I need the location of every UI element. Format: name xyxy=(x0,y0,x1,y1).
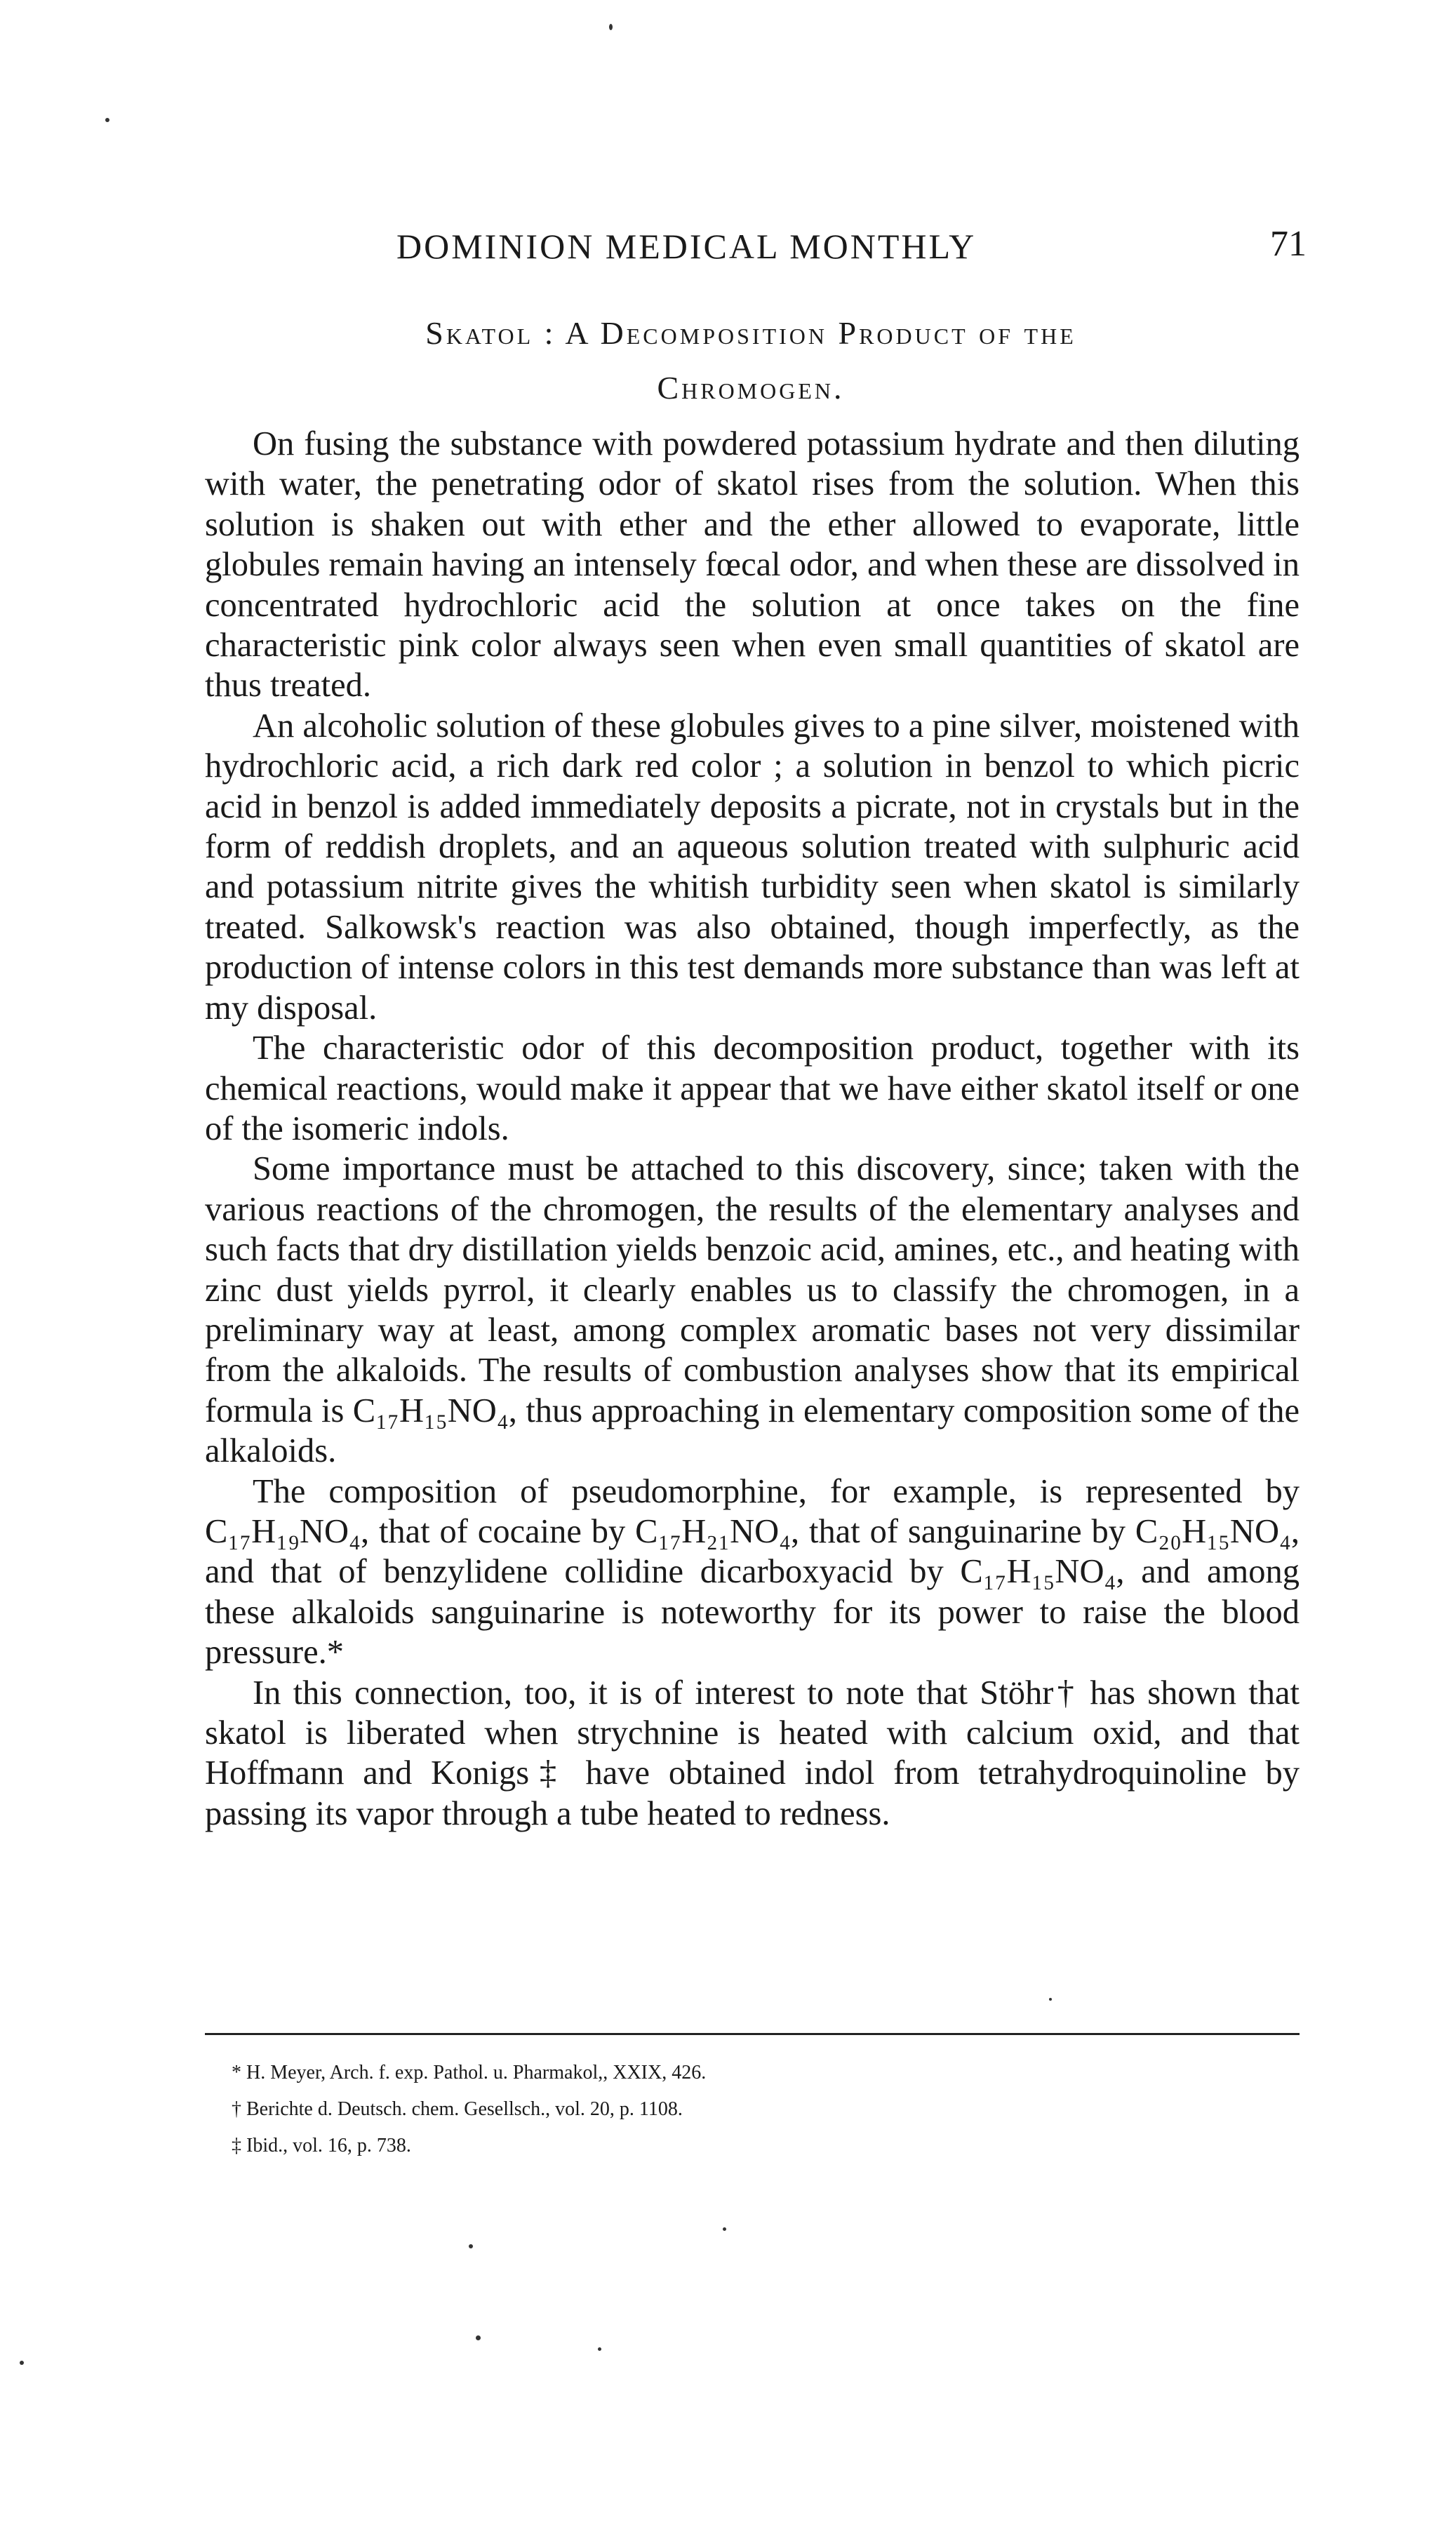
paragraph-4: Some importance must be attached to this discovery, since; taken with the various reactions of the chromogen, the results of the elementary analyses and such facts that dry distillation yields benzoic acid, amines, etc., and heating with zinc dust yields pyrrol, it clearly enables us to classify the chromogen, in a preliminary way at least, among complex aromatic bases not very dissimilar from the alkaloids. The results of combustion analyses show that its empirical formula is C₁₇H₁₅NO₄, thus approaching in elementary composition some of the alkaloids. xyxy=(205,1150,1300,1470)
running-head: DOMINION MEDICAL MONTHLY xyxy=(396,227,977,266)
footnote-divider xyxy=(205,2033,1300,2035)
scan-speck xyxy=(105,118,109,122)
paragraph-1: On fusing the substance with powdered potassium hydrate and then diluting with water, the penetrating odor of skatol rises from the solution. When this solution is shaken out with ether and the ether allowed to evaporate, little globules remain having an intensely fœcal odor, and when these are dissolved in concentrated hydrochloric acid the solution at once takes on the fine characteristic pink color always seen when even small quantities of skatol are thus treated. xyxy=(205,425,1300,705)
article-title-line-2: Chromogen. xyxy=(657,370,845,406)
scan-speck xyxy=(609,24,613,30)
article-title-line-1: Skatol : A Decomposition Product of the xyxy=(425,315,1076,351)
footnote-1: * H. Meyer, Arch. f. exp. Pathol. u. Pharmakol,, XXIX, 426. xyxy=(232,2062,707,2083)
paragraph-2: An alcoholic solution of these globules gives to a pine silver, moistened with hydrochloric acid, a rich dark red color ; a solution in benzol to which picric acid in benzol is added immediately deposits a picrate, not in crystals but in the form of reddish droplets, and an aqueous solution treated with sulphuric acid and potassium nitrite gives the whitish turbidity seen when skatol is similarly treated. Salkowsk's reaction was also obtained, though imperfectly, as the production of intense colors in this test demands more substance than was left at my disposal. xyxy=(205,707,1300,1027)
paragraph-3: The characteristic odor of this decomposition product, together with its chemical reactions, would make it appear that we have either skatol itself or one of the isomeric indols. xyxy=(205,1029,1300,1147)
scan-speck xyxy=(598,2347,601,2351)
scan-speck xyxy=(476,2335,481,2340)
footnote-2: † Berichte d. Deutsch. chem. Gesellsch., vol. 20, p. 1108. xyxy=(232,2098,683,2120)
paragraph-5: The composition of pseudomorphine, for example, is represented by C₁₇H₁₉NO₄, that of cocaine by C₁₇H₂₁NO₄, that of sanguinarine by C₂₀H₁₅NO₄, and that of benzylidene collidine dicarboxyacid by C₁₇H₁₅NO₄, and among these alkaloids sanguinarine is noteworthy for its power to raise the blood pressure.* xyxy=(205,1472,1300,1672)
footnote-3: ‡ Ibid., vol. 16, p. 738. xyxy=(232,2135,411,2156)
scan-speck xyxy=(20,2361,24,2365)
paragraph-6: In this connection, too, it is of interest to note that Stöhr† has shown that skatol is liberated when strychnine is heated with calcium oxid, and that Hoffmann and Konigs‡ have obtained indol from tetrahydroquinoline by passing its vapor through a tube heated to redness. xyxy=(205,1674,1300,1832)
scan-speck xyxy=(723,2227,726,2231)
page-number: 71 xyxy=(1270,224,1307,264)
scan-speck xyxy=(469,2244,473,2248)
article-body xyxy=(205,424,1300,1834)
scan-speck xyxy=(1049,1998,1052,2001)
footnotes xyxy=(232,2055,1214,2164)
